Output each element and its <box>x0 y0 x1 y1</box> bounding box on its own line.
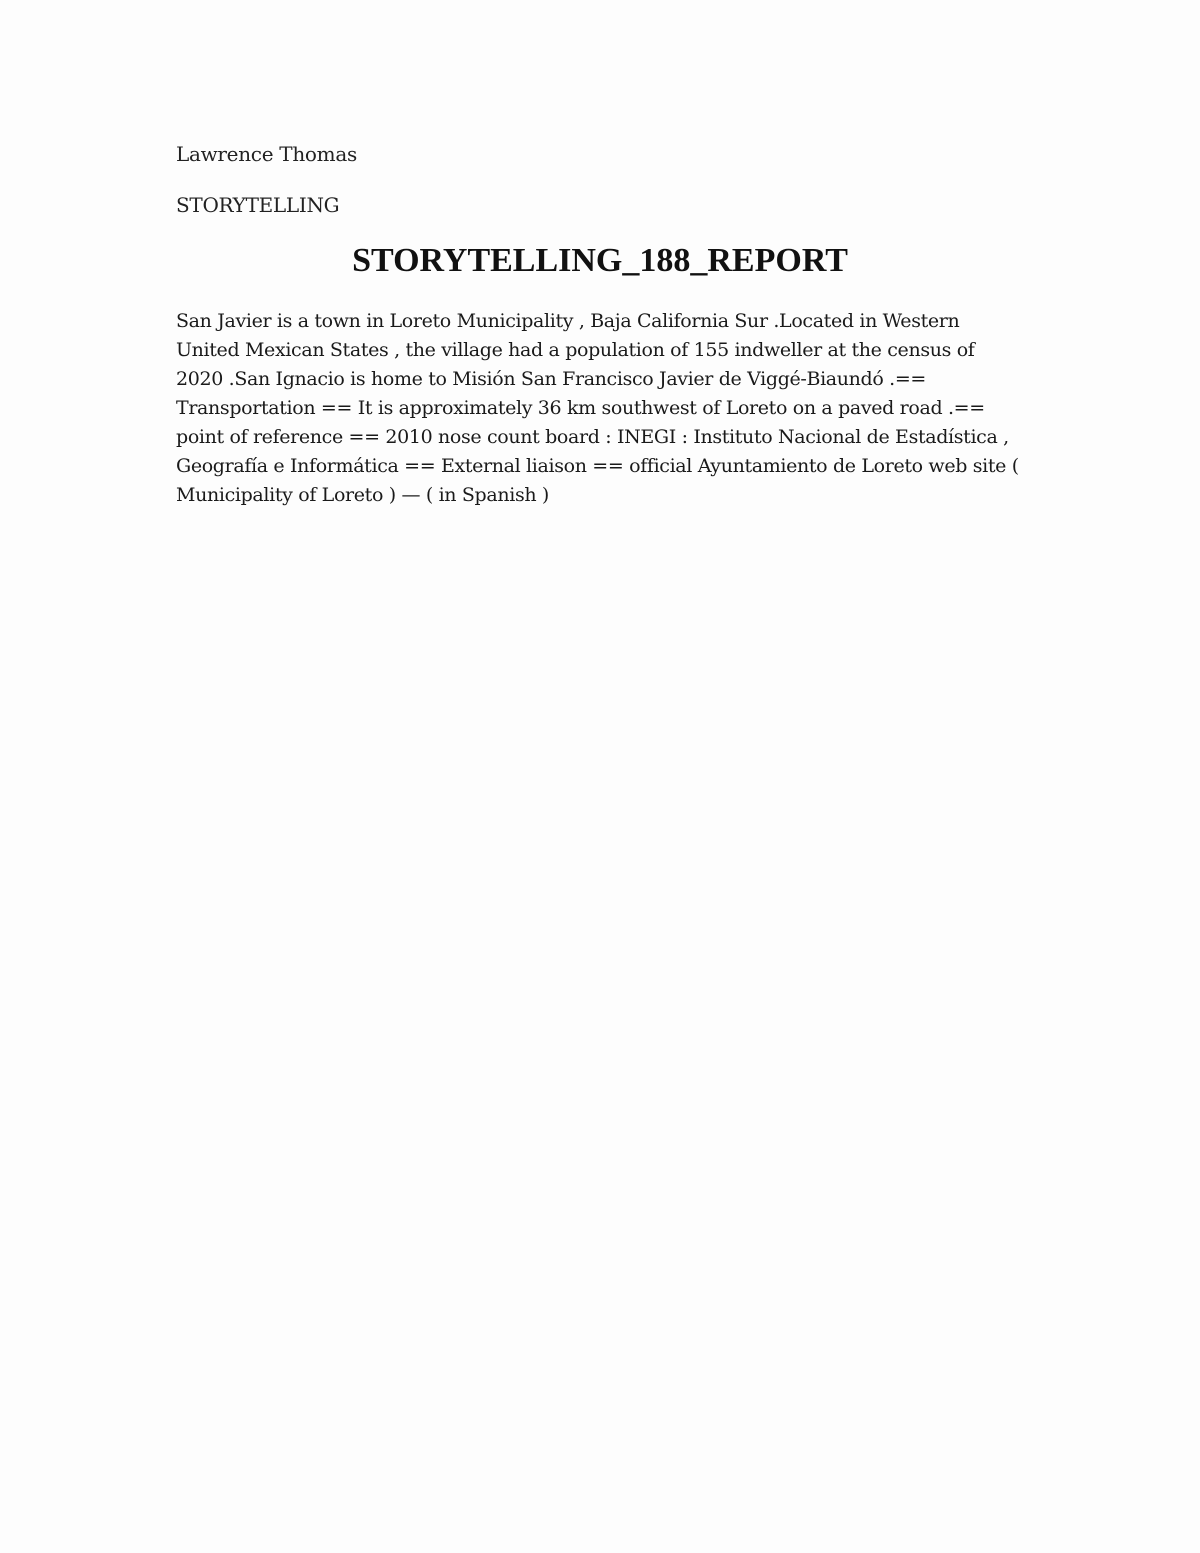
author-name: Lawrence Thomas <box>176 142 357 166</box>
course-name: STORYTELLING <box>176 193 340 217</box>
body-paragraph: San Javier is a town in Loreto Municipality , Baja California Sur .Located in Western United Mexican States , the village had a population of 155 indweller at the census of 2020 .San Ignacio is home to Misión San Francisco Javier de Viggé-Biaundó .== Transportation == It is approximately 36 km southwest of Loreto on a paved road .== point of reference == 2010 nose count board : INEGI : Instituto Nacional de Estadística , Geografía e Informática == External liaison == official Ayuntamiento de Loreto web site ( Municipality of Loreto ) — ( in Spanish ) <box>176 310 1019 506</box>
document-title: STORYTELLING_188_REPORT <box>352 242 848 279</box>
